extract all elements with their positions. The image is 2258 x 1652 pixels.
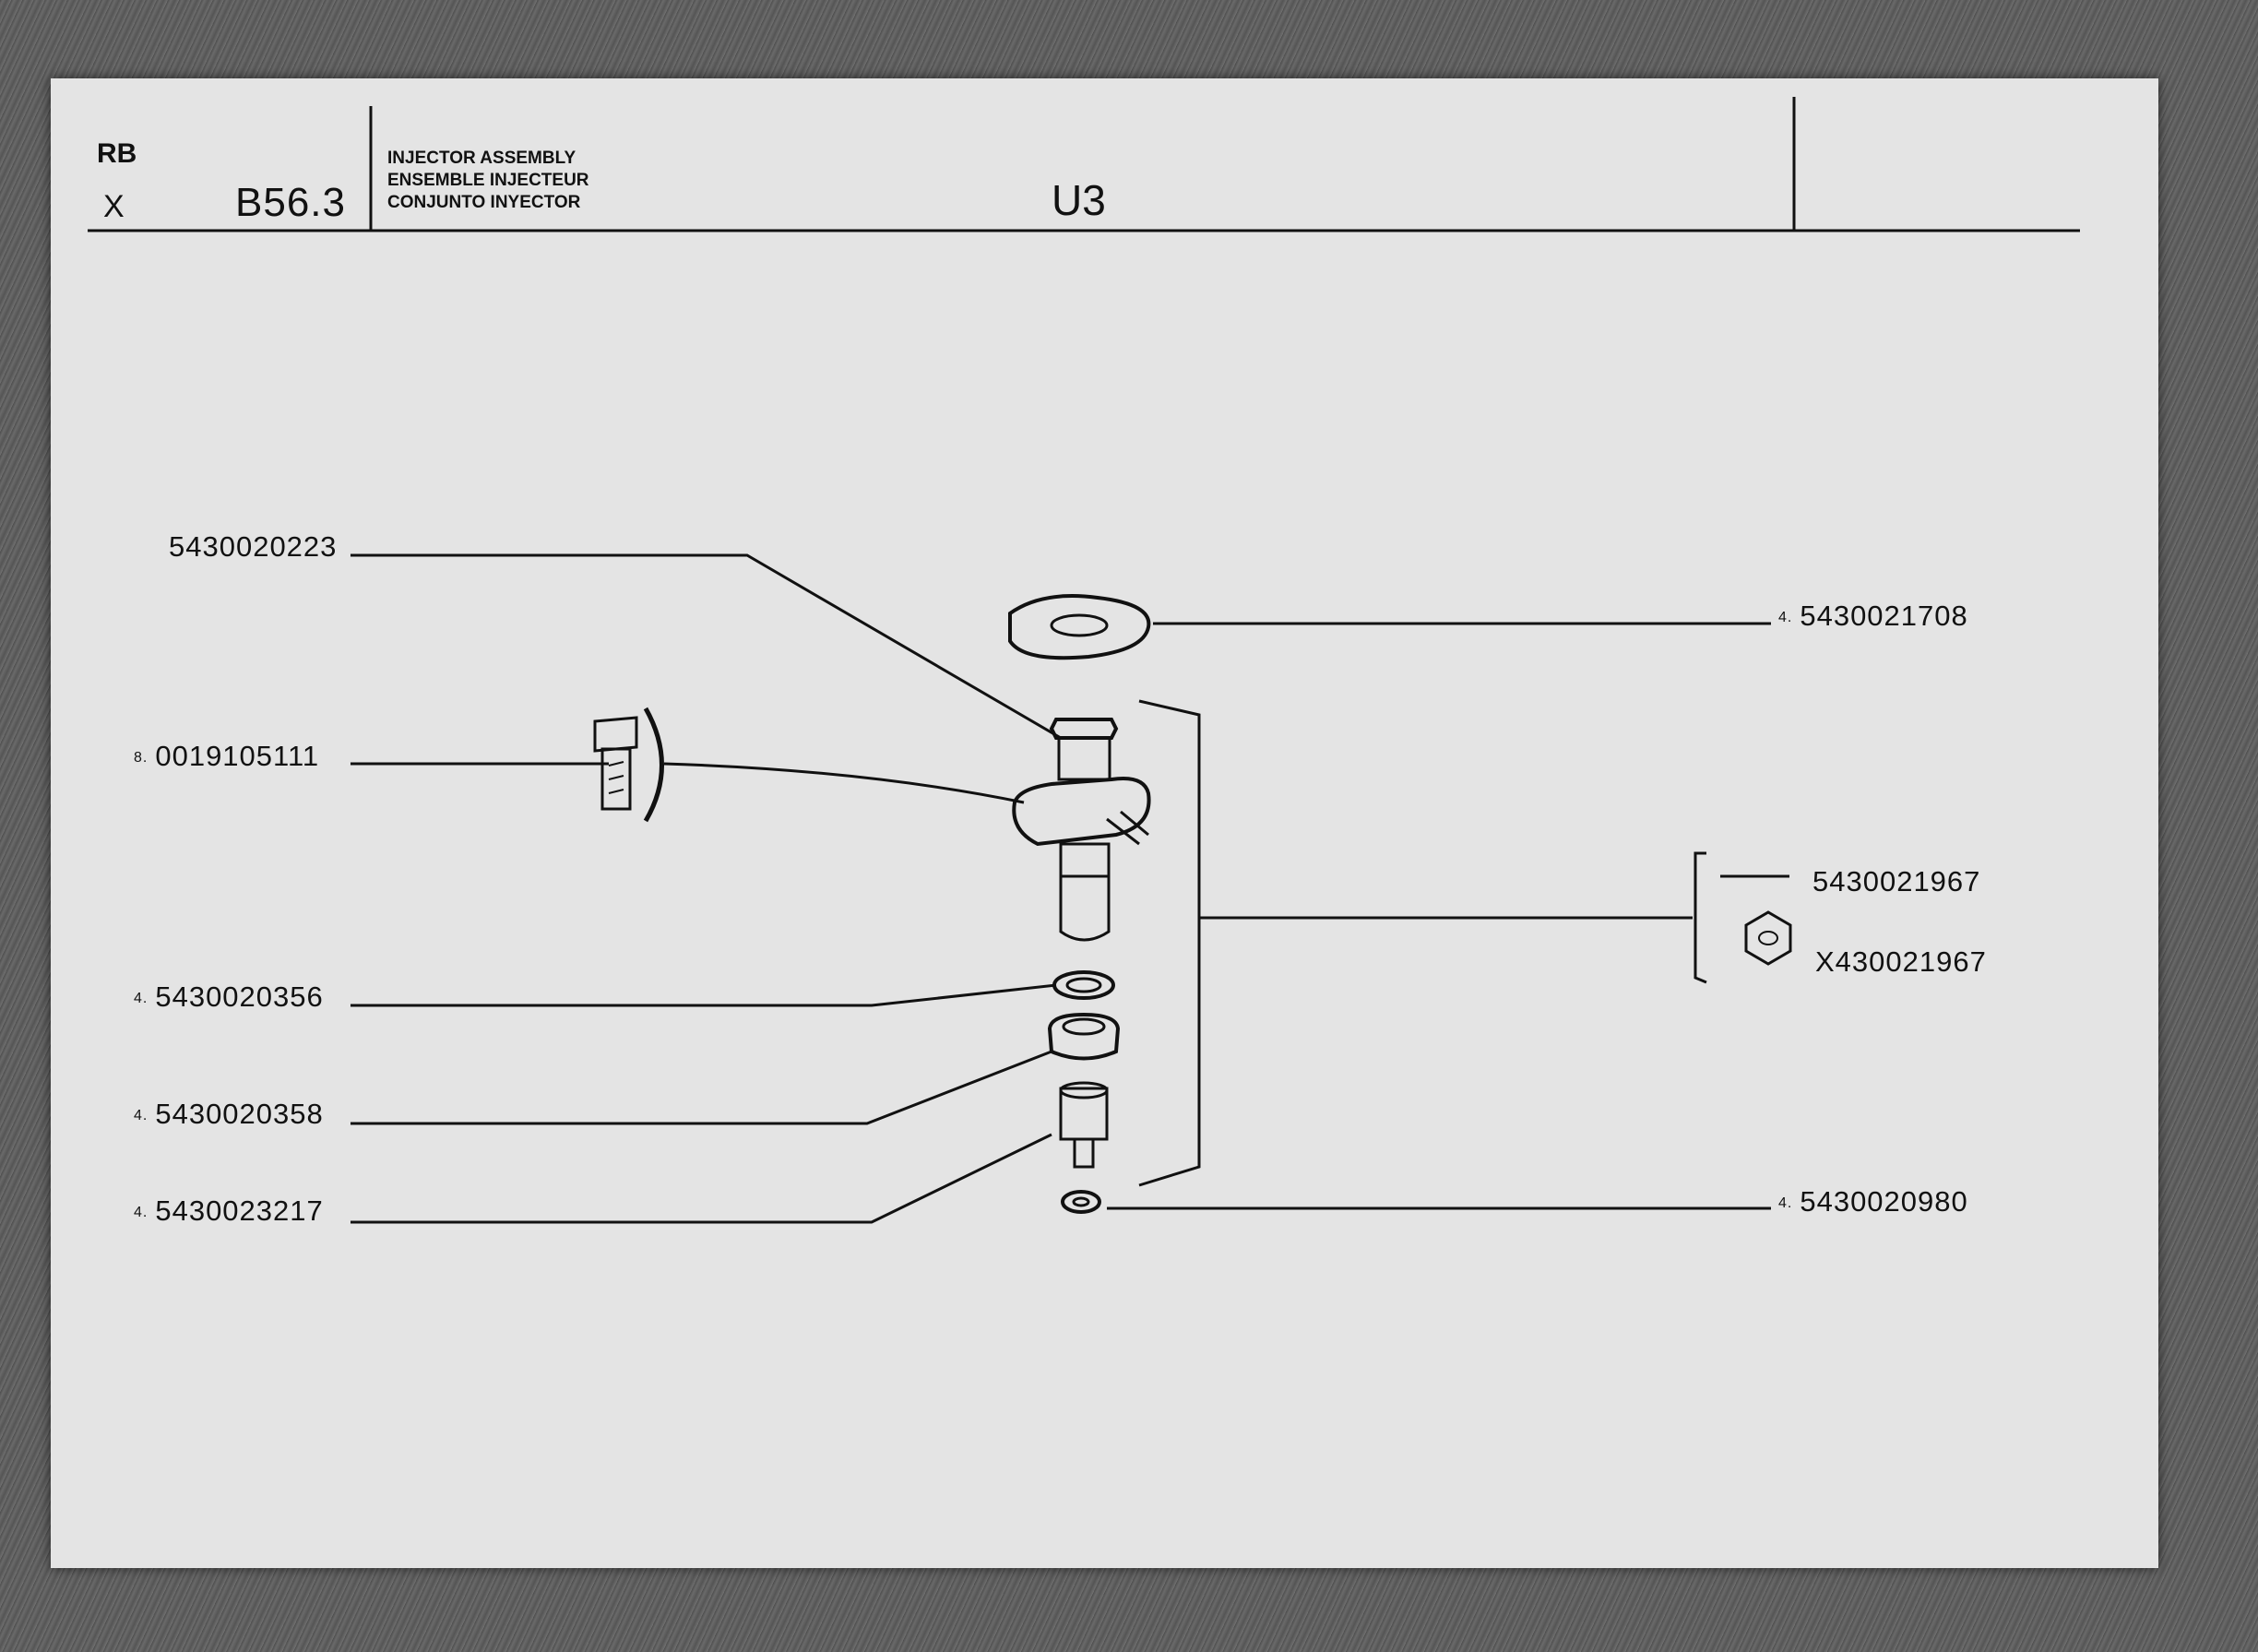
part-number: 5430021967 (1812, 865, 1981, 897)
part-number: 5430020356 (155, 981, 324, 1013)
assembly-bracket (1695, 853, 1706, 982)
flange-hole (1052, 615, 1107, 636)
bolt-bracket (646, 708, 662, 821)
title-french: ENSEMBLE INJECTEUR (387, 171, 589, 190)
leak-off-pipe (1107, 812, 1148, 844)
title-english: INJECTOR ASSEMBLY (387, 149, 576, 168)
exchange-hex-icon-mark (1759, 932, 1777, 945)
exchange-hex-icon (1746, 912, 1790, 964)
part-qty: 4. (134, 990, 149, 1006)
part-qty: 8. (134, 749, 149, 766)
part-qty: 4. (134, 1204, 149, 1220)
part-number: 5430020980 (1800, 1185, 1968, 1218)
leader-line (351, 1052, 1052, 1123)
part-qty: 4. (1778, 1194, 1793, 1211)
code-x: X (103, 189, 125, 224)
part-qty: 4. (134, 1107, 149, 1123)
copper-washer (1054, 972, 1113, 998)
nozzle-top (1061, 1083, 1107, 1098)
leader-line (351, 555, 1061, 738)
leader-line (351, 1135, 1052, 1222)
page-reference: B56.3 (235, 180, 346, 225)
part-number: 5430023217 (155, 1194, 324, 1227)
leader-line (351, 985, 1056, 1005)
nozzle-nut (1050, 1015, 1118, 1059)
part-number: 0019105111 (155, 740, 320, 772)
injector-barrel (1061, 876, 1109, 940)
bolt-head (595, 718, 636, 751)
seal-hole (1074, 1198, 1088, 1206)
seal-ring (1063, 1192, 1099, 1212)
assembly-bracket (1139, 701, 1199, 1185)
flange-plate (1010, 596, 1148, 658)
injector-sleeve (1061, 844, 1109, 876)
part-qty: 4. (1778, 609, 1793, 625)
part-number: 5430021708 (1800, 600, 1968, 632)
bolt-thread (609, 762, 624, 793)
bolt-shank (602, 749, 630, 809)
injector-nut (1052, 719, 1116, 738)
part-number: 5430020358 (155, 1098, 324, 1130)
nut-hole (1064, 1019, 1104, 1034)
nozzle-tip (1075, 1139, 1093, 1167)
injector-neck (1059, 738, 1110, 779)
part-number: 5430020223 (169, 530, 338, 563)
part-number: X430021967 (1815, 945, 1987, 978)
leader-line (664, 764, 1024, 802)
code-rb: RB (97, 138, 137, 169)
title-spanish: CONJUNTO INYECTOR (387, 193, 581, 212)
washer-hole (1067, 979, 1100, 992)
group-code: U3 (1052, 176, 1106, 224)
